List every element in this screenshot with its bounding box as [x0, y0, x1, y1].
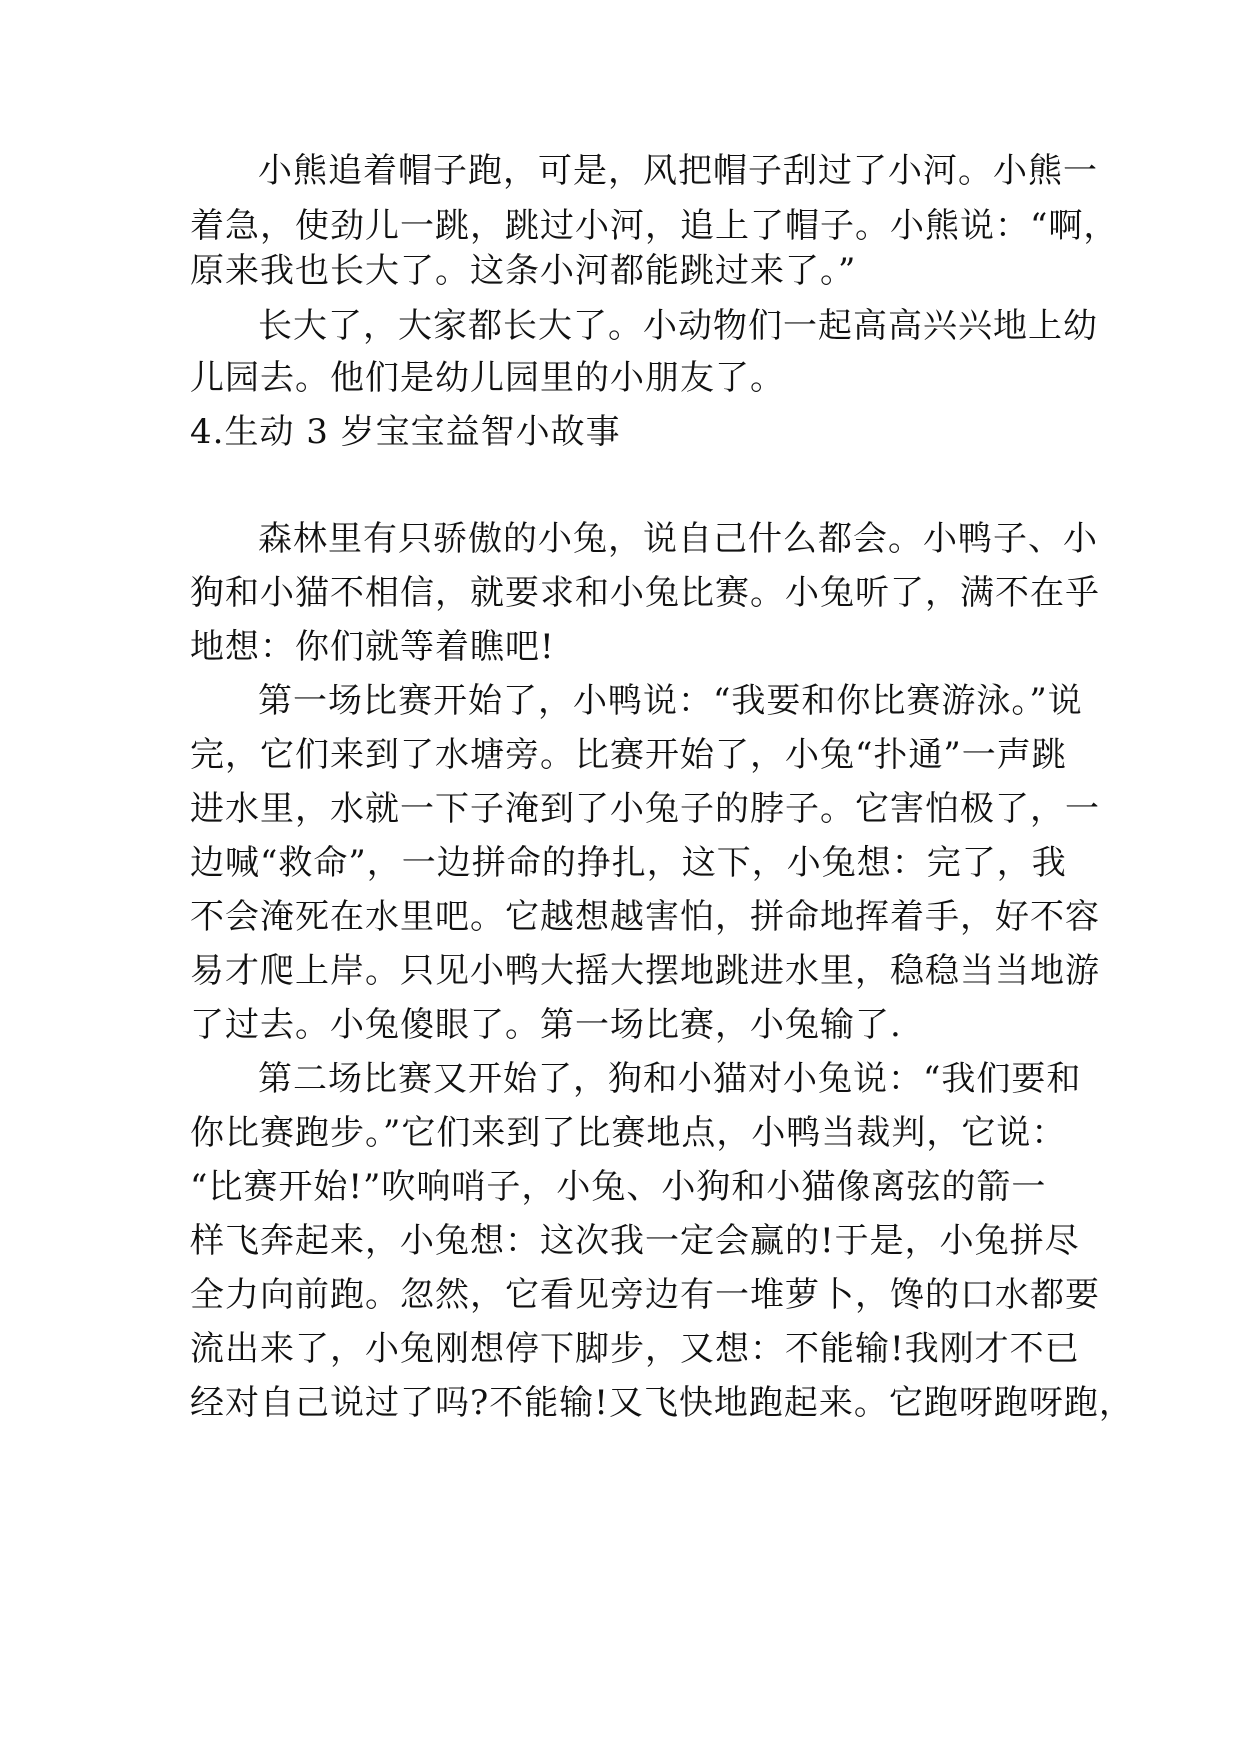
- paragraph-line: 易才爬上岸。只见小鸭大摇大摆地跳进水里，稳稳当当地游: [190, 951, 1100, 991]
- paragraph-line: 你比赛跑步。”它们来到了比赛地点，小鸭当裁判，它说：: [190, 1113, 1067, 1153]
- paragraph-line: 长大了，大家都长大了。小动物们一起高高兴兴地上幼: [258, 306, 1098, 346]
- paragraph-line: 第二场比赛又开始了，狗和小猫对小兔说：“我们要和: [258, 1059, 1082, 1099]
- paragraph-line: 着急，使劲儿一跳，跳过小河，追上了帽子。小熊说：“啊，: [190, 206, 1119, 246]
- paragraph-line: 经对自己说过了吗?不能输!又飞快地跑起来。它跑呀跑呀跑，: [190, 1383, 1134, 1423]
- paragraph-line: 狗和小猫不相信，就要求和小兔比赛。小兔听了，满不在乎: [190, 573, 1100, 613]
- paragraph-line: 原来我也长大了。这条小河都能跳过来了。”: [190, 251, 857, 291]
- paragraph-line: 全力向前跑。忽然，它看见旁边有一堆萝卜，馋的口水都要: [190, 1275, 1100, 1315]
- paragraph-line: 进水里，水就一下子淹到了小兔子的脖子。它害怕极了，一: [190, 789, 1100, 829]
- paragraph-line: 儿园去。他们是幼儿园里的小朋友了。: [190, 358, 785, 398]
- paragraph-line: 流出来了，小兔刚想停下脚步，又想：不能输!我刚才不已: [190, 1329, 1080, 1369]
- paragraph-line: 第一场比赛开始了，小鸭说：“我要和你比赛游泳。”说: [258, 681, 1083, 721]
- paragraph-line: 小熊追着帽子跑，可是，风把帽子刮过了小河。小熊一: [258, 151, 1098, 191]
- paragraph-line: 了过去。小兔傻眼了。第一场比赛，小兔输了.: [190, 1005, 902, 1045]
- paragraph-line: 样飞奔起来，小兔想：这次我一定会赢的!于是，小兔拼尽: [190, 1221, 1080, 1261]
- paragraph-line: 不会淹死在水里吧。它越想越害怕，拼命地挥着手，好不容: [190, 897, 1100, 937]
- paragraph-line: 边喊“救命”，一边拼命的挣扎，这下，小兔想：完了，我: [190, 843, 1067, 883]
- paragraph-line: 地想：你们就等着瞧吧!: [190, 627, 555, 667]
- section-heading: 4.生动 3 岁宝宝益智小故事: [190, 412, 621, 452]
- paragraph-line: 完，它们来到了水塘旁。比赛开始了，小兔“扑通”一声跳: [190, 735, 1067, 775]
- paragraph-line: 森林里有只骄傲的小兔，说自己什么都会。小鸭子、小: [258, 519, 1098, 559]
- paragraph-line: “比赛开始!”吹响哨子，小兔、小狗和小猫像离弦的箭一: [190, 1167, 1047, 1207]
